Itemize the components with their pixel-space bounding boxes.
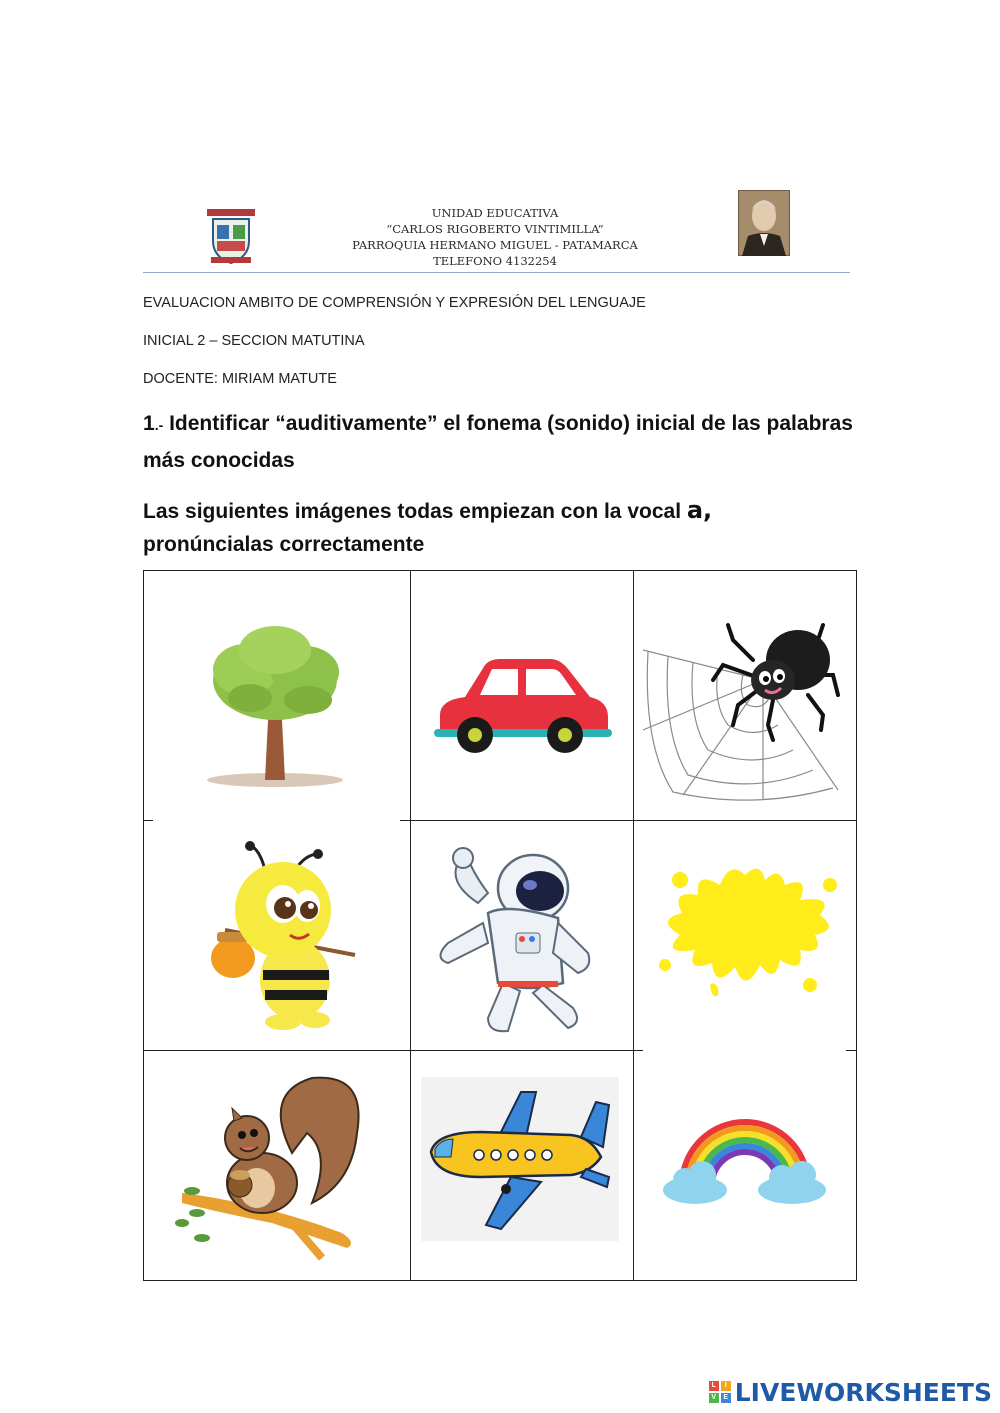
school-crest (205, 207, 257, 267)
school-line: PARROQUIA HERMANO MIGUEL - PATAMARCA (352, 238, 638, 252)
bee-icon (205, 840, 365, 1035)
grid-border (410, 570, 411, 1281)
question-dash: .- (154, 417, 164, 433)
grid-border (143, 570, 857, 571)
founder-portrait (738, 190, 790, 256)
grid-border (143, 1280, 857, 1281)
grid-border (143, 820, 153, 821)
school-line: TELEFONO 4132254 (433, 254, 557, 268)
spider-image (643, 620, 843, 810)
squirrel-image (172, 1073, 367, 1273)
rainbow-image (660, 1105, 830, 1220)
liveworksheets-logo[interactable] (709, 1376, 992, 1408)
instruction-text-continued: pronúncialas correctamente (143, 533, 425, 556)
level-label: INICIAL 2 – SECCION MATUTINA (143, 333, 365, 349)
tree-icon (190, 620, 360, 790)
airplane-icon (421, 1077, 619, 1241)
rainbow-icon (660, 1105, 830, 1215)
question-number: 1 (143, 412, 155, 435)
grid-border (633, 570, 634, 1281)
astronaut-image (428, 843, 603, 1043)
school-header (330, 205, 660, 269)
car-image (430, 655, 615, 770)
vocal-letter: a, (686, 496, 713, 524)
airplane-image (421, 1077, 619, 1241)
instruction-text: Las siguientes imágenes todas empiezan con la vocal (143, 500, 687, 523)
astronaut-icon (428, 843, 603, 1038)
question-text: Identificar “auditivamente” el fonema (sonido) inicial de las palabras más conocidas (143, 412, 853, 472)
tree-image (190, 620, 360, 795)
logo-blocks-icon: L I V E (709, 1381, 731, 1403)
school-line: UNIDAD EDUCATIVA (431, 206, 559, 220)
grid-border (856, 570, 857, 1281)
bee-image (205, 840, 365, 1040)
grid-border (143, 1050, 643, 1051)
grid-border (400, 820, 857, 821)
spider-icon (643, 620, 843, 805)
school-line: “CARLOS RIGOBERTO VINTIMILLA” (386, 222, 604, 236)
question-1 (143, 406, 863, 479)
grid-border (143, 570, 144, 1281)
yellow-splash-icon (650, 855, 840, 1005)
grid-border (846, 1050, 857, 1051)
header-divider (143, 272, 850, 273)
evaluation-title: EVALUACION AMBITO DE COMPRENSIÓN Y EXPRESIÓN DEL LENGUAJE (143, 295, 646, 311)
car-icon (430, 655, 615, 765)
splash-image (650, 855, 840, 1010)
squirrel-icon (172, 1073, 367, 1268)
brand-name: LIVEWORKSHEETS (734, 1377, 992, 1407)
question-2 (143, 494, 863, 561)
teacher-label: DOCENTE: MIRIAM MATUTE (143, 371, 337, 387)
